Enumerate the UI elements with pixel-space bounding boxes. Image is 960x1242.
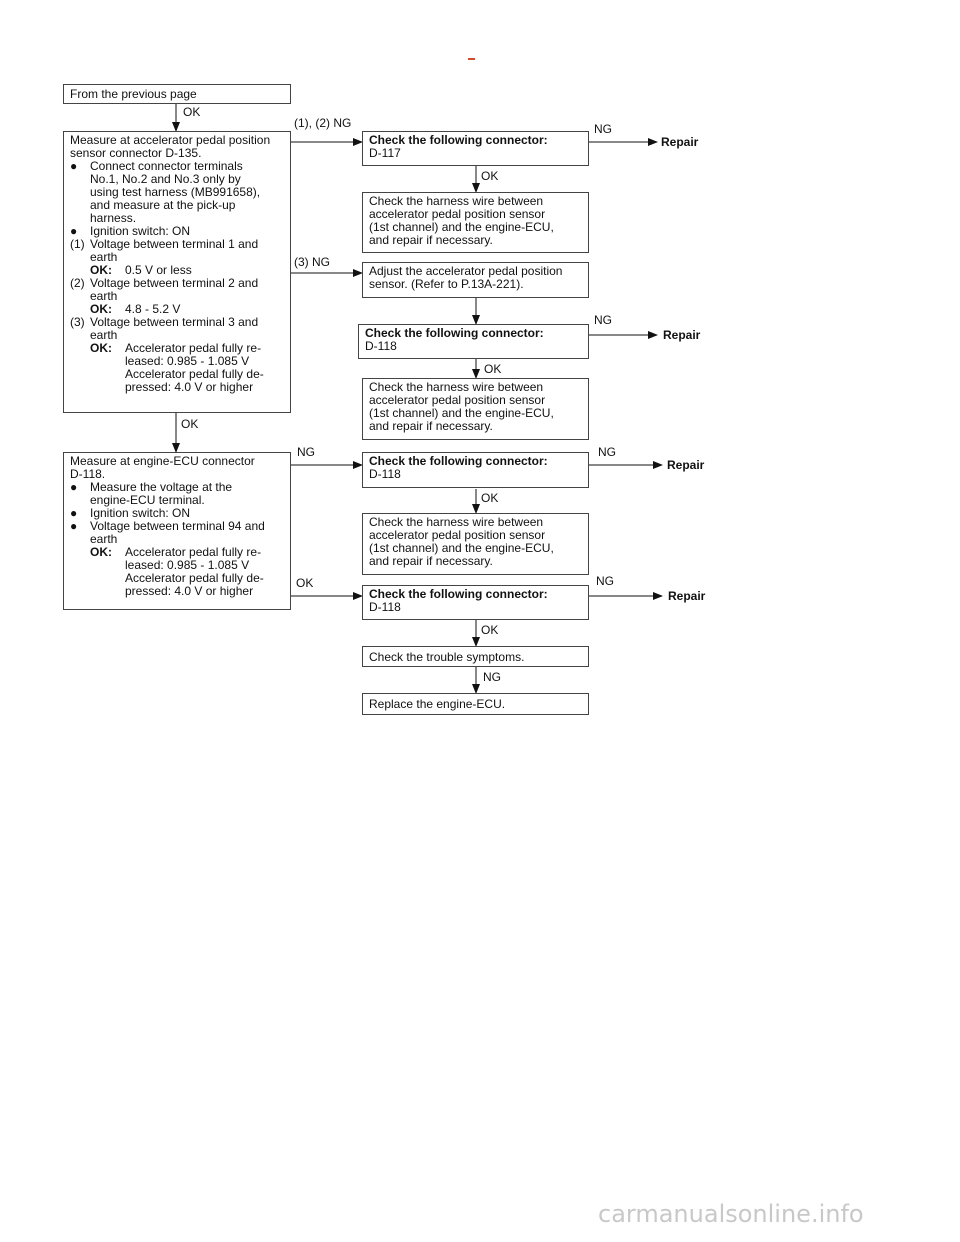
- measure2-bullet-2-text: Ignition switch: ON: [90, 506, 191, 520]
- check-trouble-symptoms-box: [362, 646, 589, 667]
- measure2-line-2: D-118.: [70, 467, 106, 481]
- check-d118b-title: Check the following connector:: [369, 454, 548, 468]
- harness3-line-2: accelerator pedal position sensor: [369, 528, 546, 542]
- harness3-line-1: Check the harness wire between: [369, 515, 544, 529]
- label-ok-d118c: OK: [481, 623, 499, 637]
- item-3-number: (3): [70, 315, 85, 329]
- label-ok-top: OK: [183, 105, 201, 119]
- label-ok-measure1: OK: [181, 417, 199, 431]
- item-1-number: (1): [70, 237, 85, 251]
- ok-label: OK:: [90, 545, 112, 559]
- check-d118b-sub: D-118: [369, 467, 401, 481]
- measure1-bullet-1-line-1: Connect connector terminals: [90, 159, 243, 173]
- item-3-cont: earth: [90, 328, 118, 342]
- harness2-line-3: (1st channel) and the engine-ECU,: [369, 406, 554, 420]
- check-connector-d117-box: [362, 131, 589, 166]
- repair-endpoint-2: Repair: [663, 328, 701, 342]
- label-ng-d118a: NG: [594, 313, 612, 327]
- label-ng-d118b: NG: [598, 445, 616, 459]
- measure1-bullet-1-line-3: using test harness (MB991658),: [90, 185, 261, 199]
- measure1-line-2: sensor connector D-135.: [70, 146, 202, 160]
- label-ok-d118a: OK: [484, 362, 502, 376]
- check-connector-d118-box-3: [362, 585, 589, 620]
- harness3-line-4: and repair if necessary.: [369, 554, 493, 568]
- from-previous-page-box: [63, 84, 291, 104]
- bullet-icon: ●: [70, 159, 78, 173]
- item-2-cont: earth: [90, 289, 118, 303]
- harness-check-box-1: [362, 192, 589, 253]
- check-d117-sub: D-117: [369, 146, 401, 160]
- adjust-sensor-box: [362, 262, 589, 298]
- bullet-icon: ●: [70, 224, 78, 238]
- check-d118c-title: Check the following connector:: [369, 587, 548, 601]
- check-connector-d118-box-2: [362, 452, 589, 488]
- label-ng-d117: NG: [594, 122, 612, 136]
- harness3-line-3: (1st channel) and the engine-ECU,: [369, 541, 554, 555]
- check-d118c-sub: D-118: [369, 600, 401, 614]
- item-2-ok-value: 4.8 - 5.2 V: [125, 302, 181, 316]
- label-ng-3: (3) NG: [294, 255, 330, 269]
- label-ng-trouble: NG: [483, 670, 501, 684]
- measure1-line-1: Measure at accelerator pedal position: [70, 133, 271, 147]
- bullet-icon: ●: [70, 506, 78, 520]
- measure2-bullet-3-line-2: earth: [90, 532, 118, 546]
- item-3-ok-line-2: leased: 0.985 - 1.085 V: [125, 354, 250, 368]
- measure-accelerator-sensor-box: [63, 131, 291, 413]
- measure1-bullet-1-line-2: No.1, No.2 and No.3 only by: [90, 172, 241, 186]
- measure2-ok-line-1: Accelerator pedal fully re-: [125, 545, 262, 559]
- repair-endpoint-1: Repair: [661, 135, 699, 149]
- bullet-icon: ●: [70, 480, 78, 494]
- from-previous-page-text: From the previous page: [70, 87, 197, 101]
- harness2-line-1: Check the harness wire between: [369, 380, 544, 394]
- item-1-cont: earth: [90, 250, 118, 264]
- ok-label: OK:: [90, 302, 112, 316]
- harness1-line-4: and repair if necessary.: [369, 233, 493, 247]
- measure2-line-1: Measure at engine-ECU connector: [70, 454, 255, 468]
- label-ng-measure2: NG: [297, 445, 315, 459]
- harness1-line-2: accelerator pedal position sensor: [369, 207, 546, 221]
- measure-engine-ecu-box: [63, 452, 291, 610]
- measure1-bullet-1-line-4: and measure at the pick-up: [90, 198, 236, 212]
- label-ok-measure2: OK: [296, 576, 314, 590]
- label-ng-d118c: NG: [596, 574, 614, 588]
- item-3-ok-line-4: pressed: 4.0 V or higher: [125, 380, 254, 394]
- check-d118a-title: Check the following connector:: [365, 326, 544, 340]
- harness2-line-2: accelerator pedal position sensor: [369, 393, 546, 407]
- watermark-text: carmanualsonline.info: [598, 1200, 864, 1228]
- harness1-line-3: (1st channel) and the engine-ECU,: [369, 220, 554, 234]
- repair-endpoint-3: Repair: [667, 458, 705, 472]
- measure1-bullet-2-text: Ignition switch: ON: [90, 224, 191, 238]
- harness-check-box-2: [362, 378, 589, 440]
- label-ok-d118b: OK: [481, 491, 499, 505]
- item-3-ok-line-1: Accelerator pedal fully re-: [125, 341, 262, 355]
- item-3-text: Voltage between terminal 3 and: [90, 315, 259, 329]
- replace-text: Replace the engine-ECU.: [369, 697, 506, 711]
- ok-label: OK:: [90, 341, 112, 355]
- measure2-ok-line-3: Accelerator pedal fully de-: [125, 571, 264, 585]
- harness2-line-4: and repair if necessary.: [369, 419, 493, 433]
- measure1-bullet-1-line-5: harness.: [90, 211, 137, 225]
- ok-label: OK:: [90, 263, 112, 277]
- measure2-bullet-1-line-2: engine-ECU terminal.: [90, 493, 205, 507]
- measure2-bullet-3-line-1: Voltage between terminal 94 and: [90, 519, 265, 533]
- item-1-text: Voltage between terminal 1 and: [90, 237, 259, 251]
- trouble-text: Check the trouble symptoms.: [369, 650, 525, 664]
- item-2-number: (2): [70, 276, 85, 290]
- item-1-ok-value: 0.5 V or less: [125, 263, 192, 277]
- measure2-ok-line-4: pressed: 4.0 V or higher: [125, 584, 254, 598]
- label-ng-1-2: (1), (2) NG: [294, 116, 352, 130]
- bullet-icon: ●: [70, 519, 78, 533]
- repair-endpoint-4: Repair: [668, 589, 706, 603]
- check-connector-d118-box-1: [358, 324, 589, 359]
- measure2-ok-line-2: leased: 0.985 - 1.085 V: [125, 558, 250, 572]
- item-2-text: Voltage between terminal 2 and: [90, 276, 259, 290]
- adjust-line-1: Adjust the accelerator pedal position: [369, 264, 563, 278]
- check-d118a-sub: D-118: [365, 339, 397, 353]
- harness1-line-1: Check the harness wire between: [369, 194, 544, 208]
- label-ok-d117: OK: [481, 169, 499, 183]
- replace-engine-ecu-box: [362, 693, 589, 715]
- check-d117-title: Check the following connector:: [369, 133, 548, 147]
- harness-check-box-3: [362, 513, 589, 575]
- item-3-ok-line-3: Accelerator pedal fully de-: [125, 367, 264, 381]
- adjust-line-2: sensor. (Refer to P.13A-221).: [369, 277, 524, 291]
- measure2-bullet-1-line-1: Measure the voltage at the: [90, 480, 233, 494]
